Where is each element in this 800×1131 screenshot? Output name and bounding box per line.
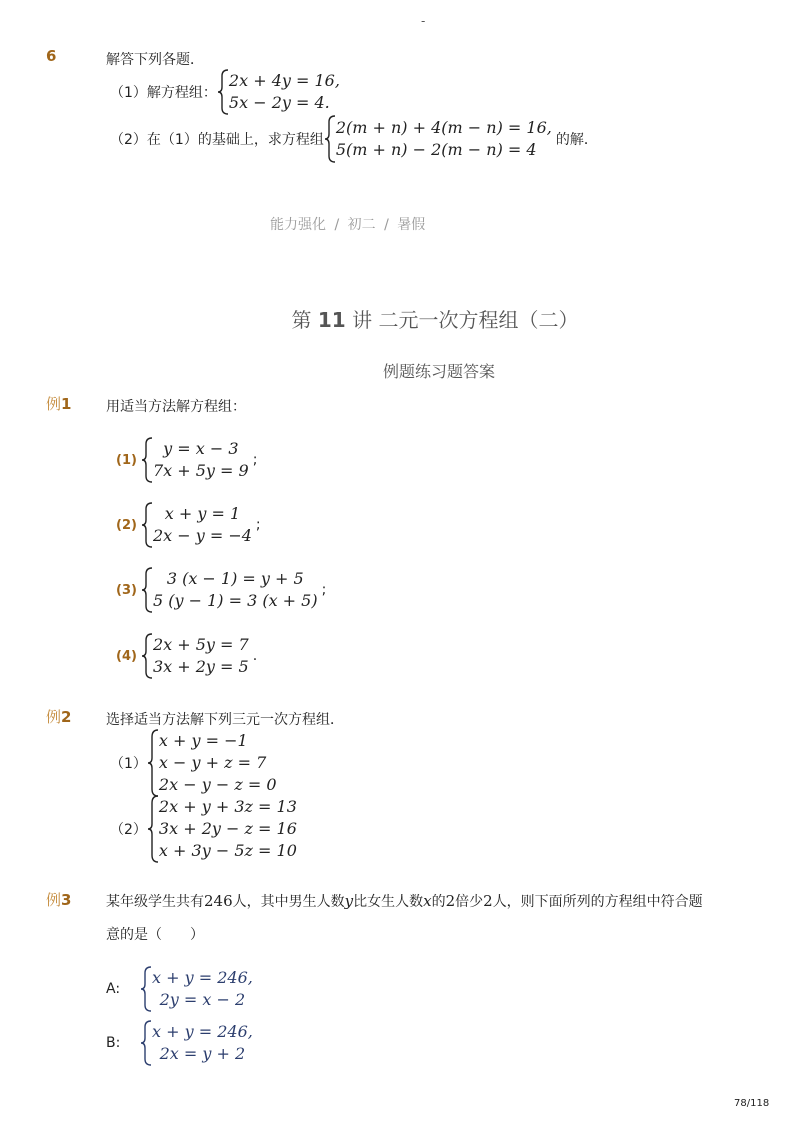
part1-label: （1）解方程组： <box>110 85 217 101</box>
section-title: 例题练习题答案 <box>382 362 495 381</box>
option-a[interactable] <box>106 966 253 1012</box>
sub-label: (4) <box>116 648 137 664</box>
left-brace-icon <box>147 729 159 797</box>
equation: 2x = y + 2 <box>159 1044 246 1063</box>
equation: 5(m + n) − 2(m − n) = 4 <box>335 140 537 159</box>
left-brace-icon <box>141 437 153 483</box>
equation: x + y = 246, <box>152 968 253 987</box>
breadcrumb-separator: / <box>334 217 340 233</box>
example-label: 例3 <box>46 891 72 909</box>
example1-system-3 <box>116 567 326 613</box>
equation: 3x + 2y = 5 <box>152 657 249 676</box>
left-brace-icon <box>217 69 229 115</box>
problem-number: 6 <box>46 47 57 65</box>
option-label: A: <box>106 981 121 997</box>
problem-instruction: 解答下列各题． <box>106 52 204 68</box>
example1-system-1 <box>116 437 257 483</box>
left-brace-icon <box>324 115 336 163</box>
part2-label: （2）在（1）的基础上，求方程组 <box>110 132 324 148</box>
left-brace-icon <box>141 633 153 679</box>
sub-label: (2) <box>116 517 137 533</box>
equation: x + y = −1 <box>158 731 248 750</box>
equation: 2y = x − 2 <box>159 990 246 1009</box>
equation: 2x + 5y = 7 <box>152 635 249 654</box>
left-brace-icon <box>147 795 159 863</box>
punctuation: ; <box>252 452 258 468</box>
example3-question-line1: 某年级学生共有246人，其中男生人数y比女生人数x的2倍少2人，则下面所列的方程组中符合题 <box>106 892 703 910</box>
example-instruction: 选择适当方法解下列三元一次方程组． <box>106 712 344 728</box>
left-brace-icon <box>140 1020 152 1066</box>
example-label: 例2 <box>46 708 72 726</box>
breadcrumb-item: 能力强化 <box>270 217 326 233</box>
equation: 2(m + n) + 4(m − n) = 16, <box>335 118 552 137</box>
punctuation: . <box>252 648 258 664</box>
left-brace-icon <box>140 966 152 1012</box>
problem6-part1 <box>110 69 340 115</box>
part2-suffix: 的解． <box>555 132 598 148</box>
left-brace-icon <box>141 567 153 613</box>
punctuation: ; <box>255 517 261 533</box>
equation: 2x − y = −4 <box>152 526 252 545</box>
example-label: 例1 <box>46 395 72 413</box>
example1-system-4 <box>116 633 257 679</box>
option-label: B: <box>106 1035 121 1051</box>
option-b[interactable] <box>106 1020 253 1066</box>
example2-system-2 <box>110 795 297 863</box>
sub-label: （1） <box>110 756 147 772</box>
breadcrumb-separator: / <box>384 217 389 233</box>
top-mark: - <box>421 14 426 28</box>
equation: x + y = 246, <box>152 1022 253 1041</box>
equation: y = x − 3 <box>163 439 239 458</box>
equation: 2x + 4y = 16, <box>228 71 340 90</box>
equation: 3 (x − 1) = y + 5 <box>166 569 304 588</box>
equation: 2x − y − z = 0 <box>158 775 277 794</box>
sub-label: (3) <box>116 582 137 598</box>
punctuation: ; <box>321 582 327 598</box>
problem6-part2 <box>110 115 598 163</box>
equation: x − y + z = 7 <box>158 753 267 772</box>
sub-label: (1) <box>116 452 137 468</box>
chapter-title: 第 11 讲 二元一次方程组（二） <box>291 308 579 332</box>
breadcrumb-item: 暑假 <box>397 217 426 233</box>
equation: x + y = 1 <box>164 504 241 523</box>
page-number: 78/118 <box>734 1098 770 1109</box>
equation: 2x + y + 3z = 13 <box>158 797 297 816</box>
breadcrumb-item: 初二 <box>347 217 376 233</box>
equation: x + 3y − 5z = 10 <box>158 841 297 860</box>
breadcrumb <box>270 214 425 234</box>
sub-label: （2） <box>110 822 147 838</box>
left-brace-icon <box>141 502 153 548</box>
example-instruction: 用适当方法解方程组： <box>106 399 246 415</box>
equation: 7x + 5y = 9 <box>152 461 249 480</box>
example1-system-2 <box>116 502 261 548</box>
example2-system-1 <box>110 729 277 797</box>
equation: 5x − 2y = 4. <box>228 93 330 112</box>
equation: 3x + 2y − z = 16 <box>158 819 297 838</box>
equation: 5 (y − 1) = 3 (x + 5) <box>152 591 318 610</box>
example3-question-line2: 意的是（ ） <box>106 927 204 943</box>
